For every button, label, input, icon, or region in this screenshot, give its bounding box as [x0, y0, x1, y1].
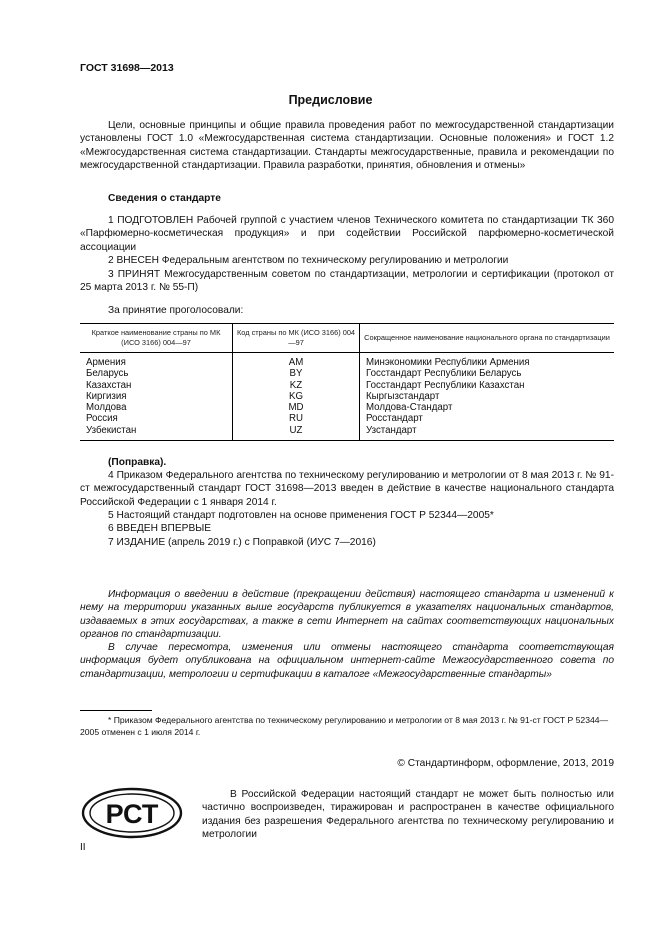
body-cell: Госстандарт Республики Казахстан	[360, 380, 615, 391]
body-cell: Минэкономики Республики Армения	[360, 353, 615, 369]
page-title: Предисловие	[288, 93, 373, 107]
info-paragraph-2: В случае пересмотра, изменения или отмены настоящего стандарта соответствующая информация будет опубликована на официальном интернет-сайте Межгосударственного совета по стандартизации, метрологии и сертификации в каталоге «Межгосударственные стандарты»	[80, 642, 614, 680]
table-row	[80, 380, 614, 391]
page-number: II	[80, 842, 86, 853]
rights-notice: В Российской Федерации настоящий стандарт не может быть полностью или частично воспроизведен, тиражирован и распространен в качестве официального издания без разрешения Федерального агентства по техническому регулированию и метрологии	[202, 789, 614, 840]
footnote: * Приказом Федерального агентства по техническому регулированию и метрологии от 8 мая 2013 г. № 91-ст ГОСТ Р 52344—2005 отменен с 1 июля 2014 г.	[80, 715, 609, 737]
country-cell: Молдова	[86, 402, 127, 414]
table-row	[80, 391, 614, 402]
body-cell: Росстандарт	[360, 413, 615, 424]
item-5: 5 Настоящий стандарт подготовлен на основе применения ГОСТ Р 52344—2005*	[108, 510, 494, 521]
item-3: 3 ПРИНЯТ Межгосударственным советом по стандартизации, метрологии и сертификации (протокол от 25 марта 2013 г. № 55-П)	[80, 269, 614, 294]
body-cell: Кыргызстандарт	[360, 391, 615, 402]
country-cell: Россия	[86, 413, 118, 425]
logo-text: РСТ	[105, 799, 159, 829]
intro-paragraph: Цели, основные принципы и общие правила проведения работ по межгосударственной стандартизации установлены ГОСТ 1.0 «Межгосударственная система стандартизации. Основные положения» и ГОСТ 1.2 «Межгосударственная система стандартизации. Стандарты межгосударственные, правила и рекомендации по межгосударственной стандартизации. Правила разработки, принятия, обновления и отмены»	[80, 120, 614, 172]
table-row	[80, 413, 614, 424]
footnote-divider	[80, 710, 152, 711]
code-cell: MD	[233, 402, 360, 413]
correction-label: (Поправка).	[108, 457, 167, 468]
table-row	[80, 402, 614, 413]
country-cell: Армения	[86, 357, 126, 368]
item-6: 6 ВВЕДЕН ВПЕРВЫЕ	[108, 523, 212, 534]
rst-logo	[80, 786, 184, 845]
info-section-title: Сведения о стандарте	[108, 193, 221, 204]
country-cell: Узбекистан	[80, 425, 233, 441]
voted-label: За принятие проголосовали:	[108, 305, 244, 316]
item-7: 7 ИЗДАНИЕ (апрель 2019 г.) с Поправкой (ИУС 7—2016)	[108, 537, 376, 548]
item-2: 2 ВНЕСЕН Федеральным агентством по техническому регулированию и метрологии	[108, 255, 509, 266]
voting-table	[80, 323, 614, 441]
table-row	[80, 425, 614, 441]
info-paragraph-1: Информация о введении в действие (прекращении действия) настоящего стандарта и изменений к нему на территории указанных выше государств публикуется в указателях национальных стандартов, издаваемых в этих государствах, а также в сети Интернет на сайтах соответствующих национальных органов по стандартизации.	[80, 589, 614, 641]
table-header-country: Краткое наименование страны по МК (ИСО 3166) 004—97	[80, 324, 233, 353]
table-header-code: Код страны по МК (ИСО 3166) 004—97	[233, 324, 360, 353]
code-cell: AM	[233, 353, 360, 369]
item-1: 1 ПОДГОТОВЛЕН Рабочей группой с участием членов Технического комитета по стандартизации ТК 360 «Парфюмерно-косметическая продукция» и при содействии Российской парфюмерно-косметической ассоциации	[80, 215, 614, 253]
body-cell: Молдова-Стандарт	[360, 402, 615, 413]
code-cell: KZ	[233, 380, 360, 391]
code-cell: BY	[233, 368, 360, 379]
item-4: 4 Приказом Федерального агентства по техническому регулированию и метрологии от 8 мая 2013 г. № 91-ст межгосударственный стандарт ГОСТ 31698—2013 введен в действие в качестве национального стандарта Российской Федерации с 1 января 2014 г.	[80, 470, 614, 508]
code-cell: KG	[233, 391, 360, 402]
copyright: © Стандартинформ, оформление, 2013, 2019	[397, 758, 614, 769]
country-cell: Беларусь	[86, 368, 129, 380]
document-code: ГОСТ 31698—2013	[80, 62, 174, 74]
rst-logo-icon	[80, 786, 184, 840]
table-header-body: Сокращенное наименование национального органа по стандартизации	[360, 324, 615, 353]
country-cell: Казахстан	[86, 379, 132, 391]
table-row	[80, 353, 614, 369]
code-cell: RU	[233, 413, 360, 424]
code-cell: UZ	[233, 425, 360, 441]
country-cell: Киргизия	[86, 390, 127, 402]
body-cell: Узстандарт	[360, 425, 615, 441]
table-row	[80, 368, 614, 379]
body-cell: Госстандарт Республики Беларусь	[360, 368, 615, 379]
